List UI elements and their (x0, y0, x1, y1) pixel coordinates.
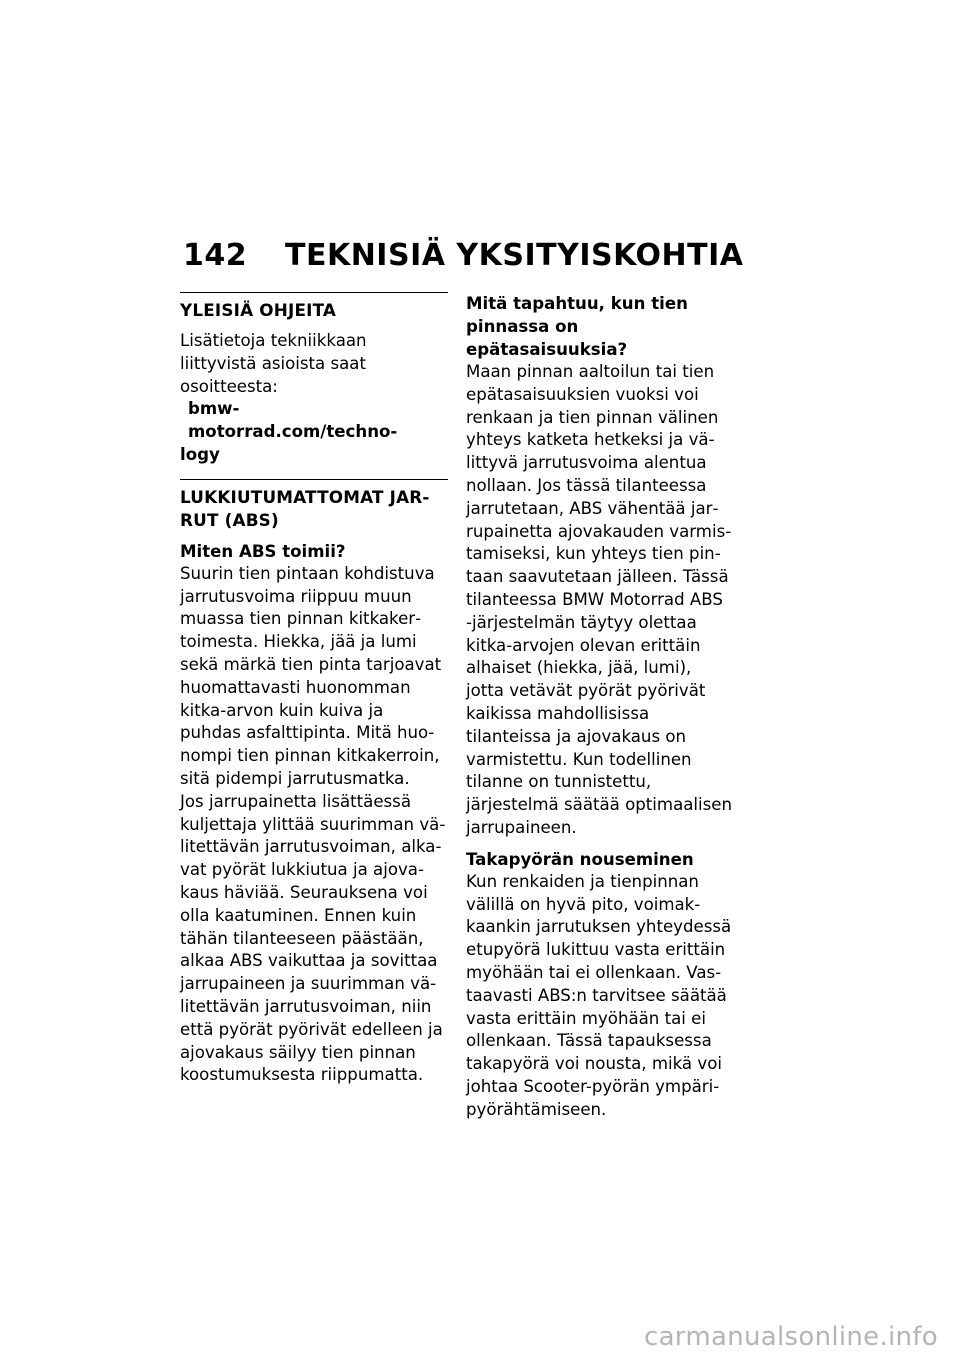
page-header (183, 238, 743, 273)
uneven-paragraph: Maan pinnan aaltoilun tai tien epätasaisuuksien vuoksi voi renkaan ja tien pinnan välinen yhteys katketa hetkeksi ja välittyvä jarrutusvoima alentua nollaan. Jos tässä tilanteessa jarrutetaan, ABS vähentää jarrupainetta ajovakauden varmistamiseksi, kun yhteys tien pintaan saavutetaan jälleen. Tässä tilanteessa BMW Motorrad ABS -järjestelmän täytyy olettaa kitka-arvojen olevan erittäin alhaiset (hiekka, jää, lumi), jotta vetävät pyörät pyörivät kaikissa mahdollisissa tilanteissa ja ajovakaus on varmistettu. Kun todellinen tilanne on tunnistettu, järjestelmä säätää optimaalisen jarrupaineen. (466, 362, 732, 837)
watermark: carmanualsonline.info (643, 1322, 938, 1352)
uneven-subtitle-line2: pinnassa on epätasaisuuksia? (466, 317, 628, 359)
right-column (466, 292, 734, 1122)
abs-subtitle: Miten ABS toimii? (180, 541, 346, 561)
section-title-general: YLEISIÄ OHJEITA (180, 300, 337, 320)
website-link-line2[interactable]: logy (180, 444, 220, 464)
section-divider (180, 292, 448, 293)
page-number: 142 (183, 238, 248, 273)
abs-paragraph-2: Jos jarrupainetta lisättäessä kuljettaja ylittää suurimman välitettävän jarrutusvoiman, alkavat pyörät lukkiutua ja ajovakaus häviää. Seurauksena voi olla kaatuminen. Ennen kuin tähän tilanteeseen päästään, alkaa ABS vaikuttaa ja sovittaa jarrupaineen ja suurimman välitettävän jarrutusvoiman, niin että pyörät pyörivät edelleen ja ajovakaus säilyy tien pinnan koostumuksesta riippumatta. (180, 791, 446, 1085)
rear-lift-paragraph: Kun renkaiden ja tienpinnan välillä on hyvä pito, voimakkaankin jarrutuksen yhteydessä etupyörä lukittuu vasta erittäin myöhään tai ei ollenkaan. Vastaavasti ABS:n tarvitsee säätää vasta erittäin myöhään tai ei ollenkaan. Tässä tapauksessa takapyörä voi nousta, mikä voi johtaa Scooter-pyörän ympäripyörähtämiseen. (466, 871, 732, 1119)
section-title-abs-line2: RUT (ABS) (180, 509, 279, 530)
website-link-line1[interactable]: bmw-motorrad.com/techno- (188, 399, 398, 442)
rear-lift-subtitle: Takapyörän nouseminen (466, 849, 694, 869)
uneven-subtitle-line1: Mitä tapahtuu, kun tien (466, 294, 688, 313)
section-title-abs-line1: LUKKIUTUMATTOMAT JAR- (180, 486, 430, 507)
abs-paragraph-1: Suurin tien pintaan kohdistuva jarrutusvoima riippuu muun muassa tien pinnan kitkakertoimesta. Hiekka, jää ja lumi sekä märkä tien pinta tarjoavat huomattavasti huonomman kitka-arvon kuin kuiva ja puhdas asfalttipinta. Mitä huonompi tien pinnan kitkakerroin, sitä pidempi jarrutusmatka. (180, 563, 442, 788)
general-text: Lisätietoja tekniikkaan liittyvistä asioista saat osoitteesta: (180, 331, 367, 396)
left-column (180, 292, 448, 1087)
section-divider (180, 479, 448, 480)
chapter-title: TEKNISIÄ YKSITYISKOHTIA (285, 238, 744, 273)
